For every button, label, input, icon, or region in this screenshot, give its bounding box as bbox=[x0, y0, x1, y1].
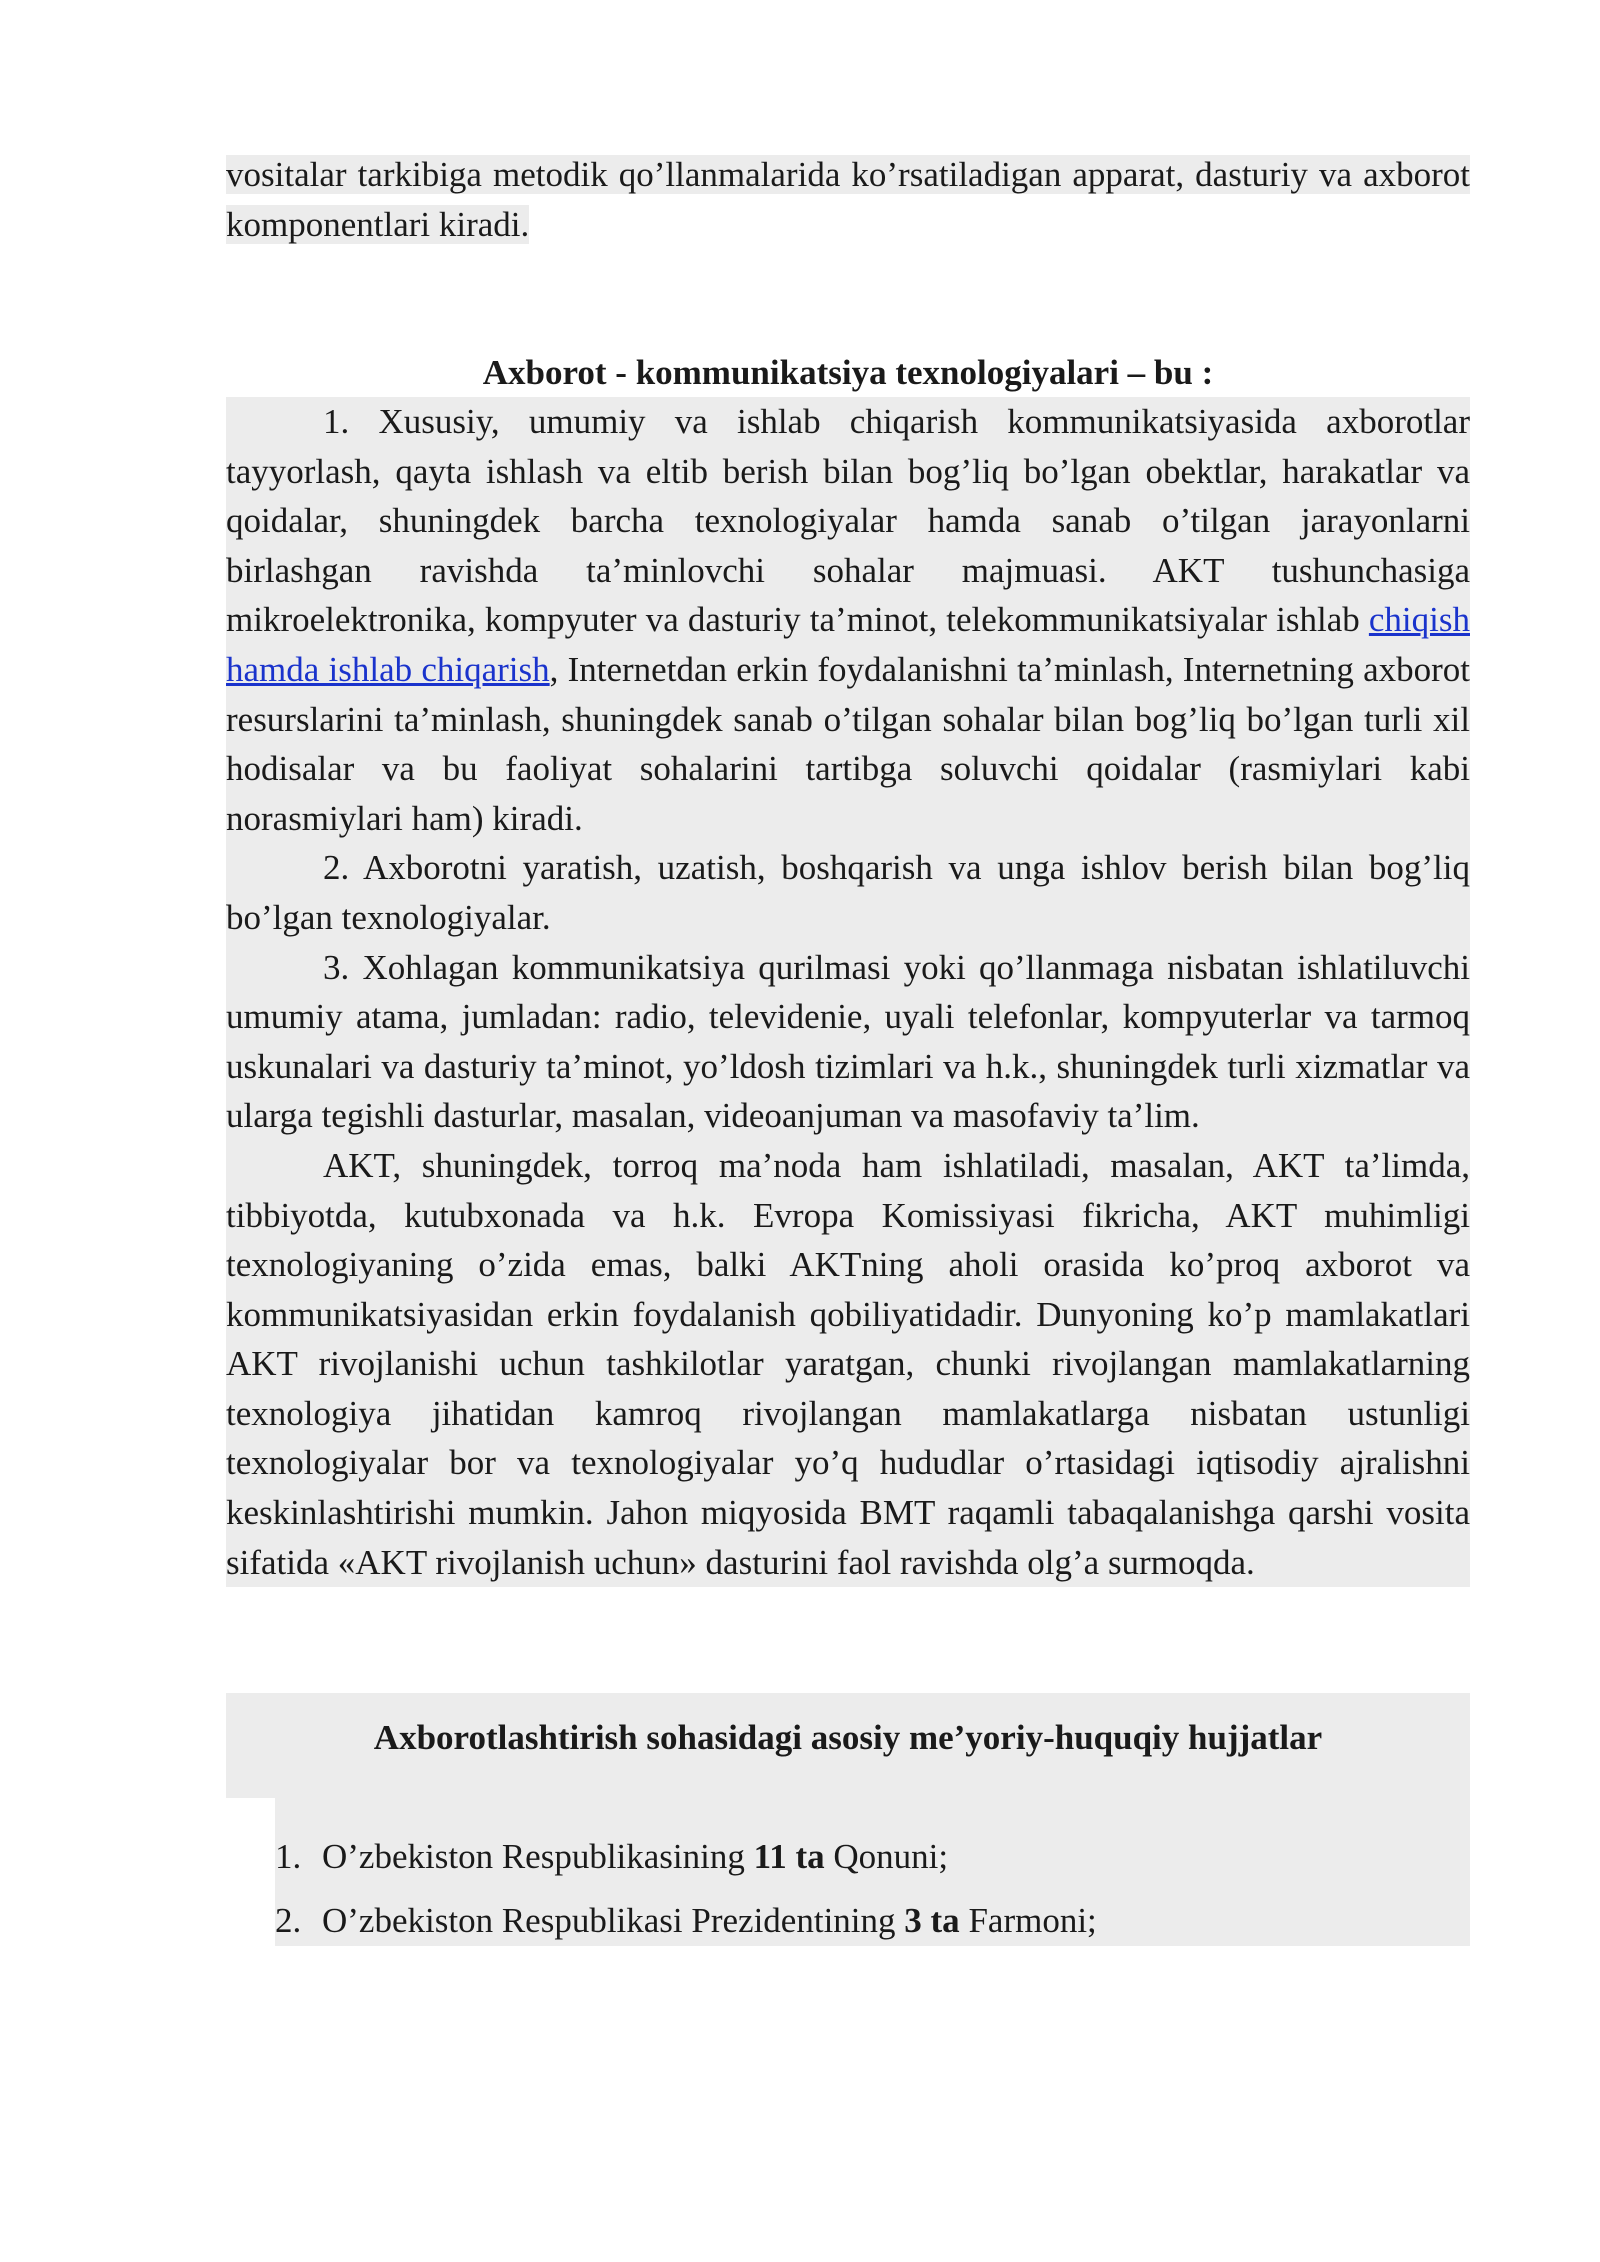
definition-item-2: 2. Axborotni yaratish, uzatish, boshqarish va unga ishlov berish bilan bog’liq bo’lgan texnologiyalar. bbox=[226, 848, 1470, 937]
definition-item-3: 3. Xohlagan kommunikatsiya qurilmasi yoki qo’llanmaga nisbatan ishlatiluvchi umumiy atama, jumladan: radio, televidenie, uyali telefonlar, kompyuterlar va tarmoq uskunalari va dasturiy ta’minot, yo’ldosh tizimlari va h.k., shuningdek turli xizmatlar va ularga tegishli dasturlar, masalan, videoanjuman va masofaviy ta’lim. bbox=[226, 947, 1470, 1136]
akt-definition-block bbox=[226, 397, 1470, 1587]
intro-text: vositalar tarkibiga metodik qo’llanmalarida ko’rsatiladigan apparat, dasturiy va axborot komponentlari kiradi. bbox=[226, 155, 1470, 244]
intro-paragraph bbox=[226, 150, 1470, 249]
list-count: 3 ta bbox=[904, 1901, 960, 1940]
list-number: 1. bbox=[275, 1837, 302, 1876]
section-heading-akt: Axborot - kommunikatsiya texnologiyalari – bu : bbox=[482, 353, 1214, 392]
section-heading-regulatory: Axborotlashtirish sohasidagi asosiy me’yoriy-huquqiy hujjatlar bbox=[373, 1718, 1323, 1757]
list-item: 2. O’zbekiston Respublikasi Prezidentining 3 ta Farmoni; bbox=[275, 1896, 1097, 1946]
regulatory-list bbox=[275, 1798, 1470, 1946]
hyperlink-chiqish[interactable]: chiqish hamda ishlab chiqarish bbox=[226, 600, 1470, 689]
list-count: 11 ta bbox=[753, 1837, 825, 1876]
list-number: 2. bbox=[275, 1901, 302, 1940]
list-item: 1. O’zbekiston Respublikasining 11 ta Qonuni; bbox=[275, 1832, 948, 1882]
regulatory-heading-block bbox=[226, 1693, 1470, 1798]
akt-explanation-paragraph: AKT, shuningdek, torroq ma’noda ham ishlatiladi, masalan, AKT ta’limda, tibbiyotda, kutubxonada va h.k. Evropa Komissiyasi fikricha, AKT muhimligi texnologiyaning o’zida emas, balki AKTning aholi orasida ko’proq axborot va kommunikatsiyasidan erkin foydalanish qobiliyatidadir. Dunyoning ko’p mamlakatlari AKT rivojlanishi uchun tashkilotlar yaratgan, chunki rivojlangan mamlakatlarning texnologiya jihatidan kamroq rivojlangan mamlakatlarga nisbatan ustunligi texnologiyalar bor va texnologiyalar yo’q hududlar o’rtasidagi iqtisodiy ajralishni keskinlashtirishi mumkin. Jahon miqyosida BMT raqamli tabaqalanishga qarshi vosita sifatida «AKT rivojlanish uchun» dasturini faol ravishda olg’a surmoqda. bbox=[226, 1145, 1470, 1582]
definition-item-1: 1. Xususiy, umumiy va ishlab chiqarish kommunikatsiyasida axborotlar tayyorlash, qayta ishlash va eltib berish bilan bog’liq bo’lgan obektlar, harakatlar va qoidalar, shuningdek barcha texnologiyalar hamda sanab o’tilgan jarayonlarni birlashgan ravishda ta’minlovchi sohalar majmuasi. AKT tushunchasiga mikroelektronika, kompyuter va dasturiy ta’minot, telekommunikatsiyalar ishlab chiqish hamda ishlab chiqarish, Internetdan erkin foydalanishni ta’minlash, Internetning axborot resurslarini ta’minlash, shuningdek sanab o’tilgan sohalar bilan bog’liq bo’lgan turli xil hodisalar va bu faoliyat sohalarini tartibga soluvchi qoidalar (rasmiylari kabi norasmiylari ham) kiradi. bbox=[226, 402, 1470, 838]
